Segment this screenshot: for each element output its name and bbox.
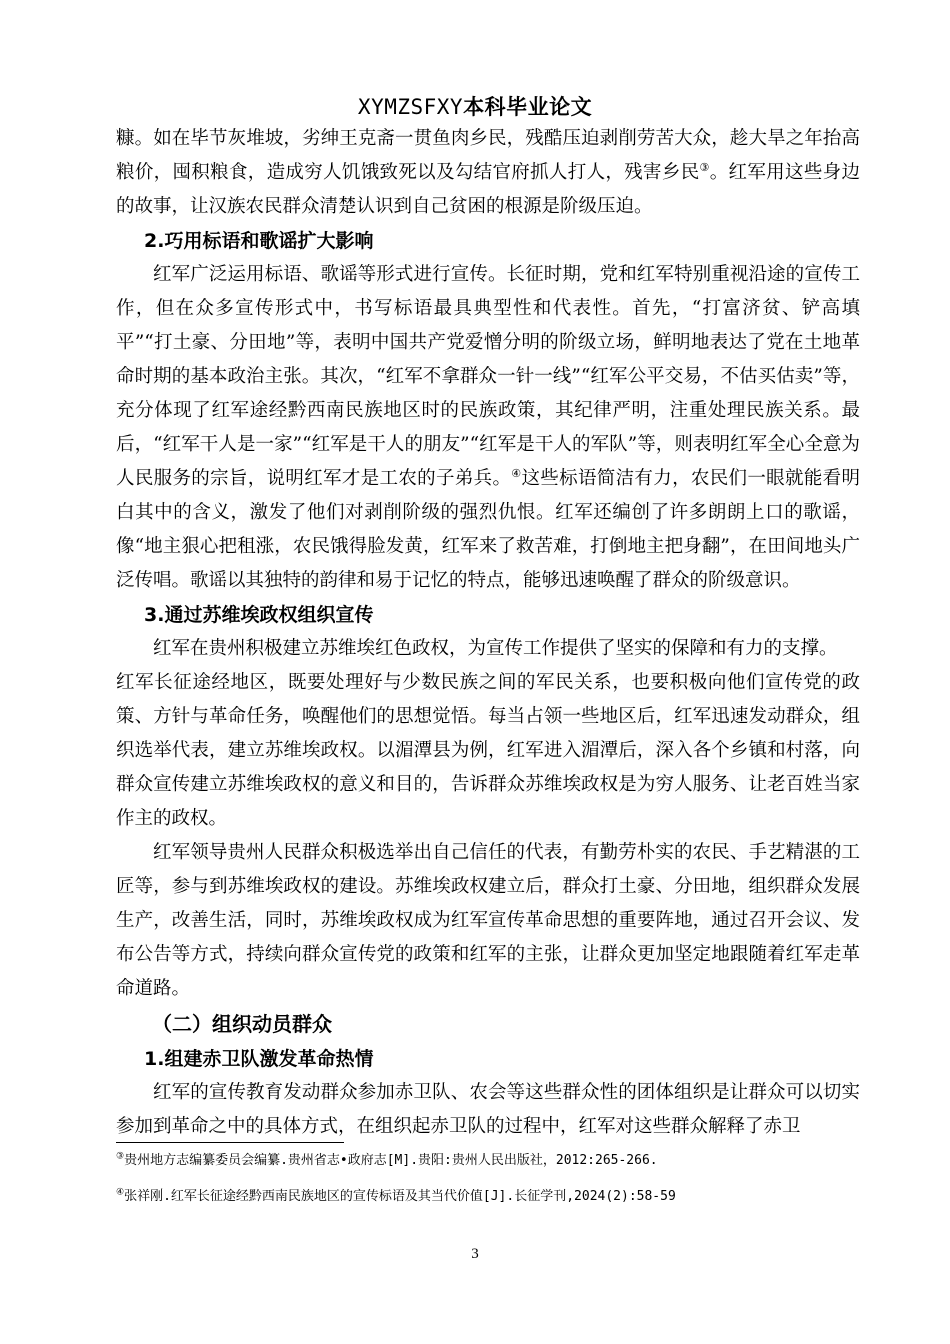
paragraph-soviet-detail: 红军长征途经地区，既要处理好与少数民族之间的军民关系，也要积极向他们宣传党的政策、方针与革命任务，唤醒他们的思想觉悟。每当占领一些地区后，红军迅速发动群众，组织选举代表，建立苏维埃政权。以湄潭县为例，红军进入湄潭后，深入各个乡镇和村落，向群众宣传建立苏维埃政权的意义和目的，告诉群众苏维埃政权是为穷人服务、让老百姓当家作主的政权。 <box>116 672 860 829</box>
paragraph-text: 红军广泛运用标语、歌谣等形式进行宣传。长征时期，党和红军特别重视沿途的宣传工作，但在众多宣传形式中，书写标语最具典型性和代表性。首先，“打富济贫、铲高填平”“打土豪、分田地”等，表明中国共产党爱憎分明的阶级立场，鲜明地表达了党在土地革命时期的基本政治主张。其次，“红军不拿群众一针一线”“红军公平交易，不估买估卖”等，充分体现了红军途经黔西南民族地区时的民族政策，其纪律严明，注重处理民族关系。最后，“红军干人是一家”“红军是干人的朋友”“红军是干人的军队”等，则表明红军全心全意为人民服务的宗旨，说明红军才是工农的子弟兵。 <box>116 264 860 489</box>
body-text <box>116 122 860 1144</box>
paragraph-red-guard: 红军的宣传教育发动群众参加赤卫队、农会等这些群众性的团体组织是让群众可以切实参加到革命之中的具体方式，在组织起赤卫队的过程中，红军对这些群众解释了赤卫 <box>116 1082 860 1137</box>
running-header <box>0 91 950 121</box>
section-heading-mobilize: （二）组织动员群众 <box>152 1012 332 1036</box>
paragraph-soviet-building: 红军领导贵州人民群众积极选举出自己信任的代表，有勤劳朴实的农民、手艺精湛的工匠等，参与到苏维埃政权的建设。苏维埃政权建立后，群众打土豪、分田地，组织群众发展生产，改善生活，同时，苏维埃政权成为红军宣传革命思想的重要阵地，通过召开会议、发布公告等方式，持续向群众宣传党的政策和红军的主张，让群众更加坚定地跟随着红军走革命道路。 <box>116 842 860 999</box>
paragraph-text: 。红军用这些身边的故事，让汉族农民群众清楚认识到自己贫困的根源是阶级压迫。 <box>116 162 860 217</box>
footnotes <box>116 1151 860 1223</box>
footnote-text: 贵州地方志编纂委员会编纂.贵州省志•政府志[M].贵阳:贵州人民出版社，2012:265-266. <box>124 1153 658 1168</box>
footnote-ref-3[interactable]: ③ <box>699 160 710 174</box>
subheading-slogans: 2.巧用标语和歌谣扩大影响 <box>144 230 374 252</box>
paragraph-continued <box>116 122 860 224</box>
paragraph-soviet-intro: 红军在贵州积极建立苏维埃红色政权，为宣传工作提供了坚实的保障和有力的支撑。 <box>153 638 838 659</box>
footnote-4 <box>116 1187 860 1207</box>
subheading-red-guard: 1.组建赤卫队激发革命热情 <box>144 1048 374 1070</box>
footnote-mark: ③ <box>116 1151 125 1162</box>
page-number: 3 <box>471 1246 479 1262</box>
footnote-3 <box>116 1151 860 1171</box>
paragraph-text: 糠。如在毕节灰堆坡，劣绅王克斋一贯鱼肉乡民，残酷压迫剥削劳苦大众，趁大旱之年抬高粮价，囤积粮食，造成穷人饥饿致死以及勾结官府抓人打人，残害乡民 <box>116 128 860 183</box>
subheading-soviet: 3.通过苏维埃政权组织宣传 <box>144 604 374 626</box>
header-institution-code: XYMZSFXY <box>357 95 464 119</box>
footnote-ref-4[interactable]: ④ <box>511 466 522 480</box>
footnote-text: 张祥刚.红军长征途经黔西南民族地区的宣传标语及其当代价值[J].长征学刊,2024(2):58-59 <box>124 1189 676 1204</box>
footnote-mark: ④ <box>116 1187 125 1198</box>
footnote-separator <box>116 1142 344 1143</box>
paragraph-text: 这些标语简洁有力，农民们一眼就能看明白其中的含义，激发了他们对剥削阶级的强烈仇恨。红军还编创了许多朗朗上口的歌谣，像“地主狠心把租涨，农民饿得脸发黄，红军来了救苦难，打倒地主把身翻”，在田间地头广泛传唱。歌谣以其独特的韵律和易于记忆的特点，能够迅速唤醒了群众的阶级意识。 <box>116 468 860 591</box>
paragraph-slogans <box>116 258 860 598</box>
header-thesis-label: 本科毕业论文 <box>463 95 593 119</box>
